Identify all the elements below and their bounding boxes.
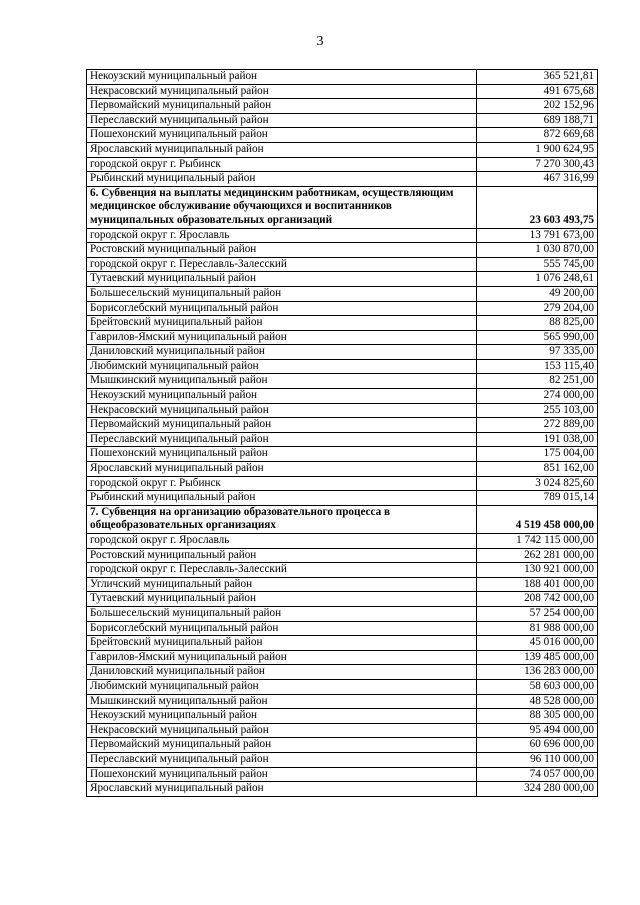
district-name: Некрасовский муниципальный район <box>87 403 477 418</box>
district-name: Пошехонский муниципальный район <box>87 447 477 462</box>
table-row <box>87 432 598 447</box>
district-name: Даниловский муниципальный район <box>87 665 477 680</box>
district-name: Ростовский муниципальный район <box>87 243 477 258</box>
district-name: Ярославский муниципальный район <box>87 142 477 157</box>
district-name: Борисоглебский муниципальный район <box>87 621 477 636</box>
district-name: Большесельский муниципальный район <box>87 286 477 301</box>
amount-value: 13 791 673,00 <box>477 228 598 243</box>
amount-value: 274 000,00 <box>477 389 598 404</box>
table-row <box>87 534 598 549</box>
amount-value: 1 030 870,00 <box>477 243 598 258</box>
amount-value: 96 110 000,00 <box>477 752 598 767</box>
amount-value: 191 038,00 <box>477 432 598 447</box>
district-name: Некрасовский муниципальный район <box>87 723 477 738</box>
table-row <box>87 694 598 709</box>
amount-value: 95 494 000,00 <box>477 723 598 738</box>
amount-value: 1 900 624,95 <box>477 142 598 157</box>
district-name: Большесельский муниципальный район <box>87 606 477 621</box>
district-name: Некоузский муниципальный район <box>87 389 477 404</box>
table-row <box>87 782 598 797</box>
district-name: Брейтовский муниципальный район <box>87 316 477 331</box>
table-row <box>87 272 598 287</box>
section-heading-row <box>87 186 598 228</box>
table-row <box>87 157 598 172</box>
district-name: городской округ г. Переславль-Залесский <box>87 563 477 578</box>
table-row <box>87 548 598 563</box>
district-name: Любимский муниципальный район <box>87 679 477 694</box>
district-name: городской округ г. Рыбинск <box>87 157 477 172</box>
district-name: Ярославский муниципальный район <box>87 462 477 477</box>
table-row <box>87 592 598 607</box>
subvention-table <box>86 69 598 797</box>
table-row <box>87 301 598 316</box>
table-row <box>87 316 598 331</box>
amount-value: 57 254 000,00 <box>477 606 598 621</box>
table-row <box>87 113 598 128</box>
amount-value: 208 742 000,00 <box>477 592 598 607</box>
amount-value: 1 076 248,61 <box>477 272 598 287</box>
page-number: 3 <box>316 34 324 49</box>
table-row <box>87 679 598 694</box>
district-name: Мышкинский муниципальный район <box>87 694 477 709</box>
district-name: Первомайский муниципальный район <box>87 99 477 114</box>
amount-value: 789 015,14 <box>477 491 598 506</box>
table-row <box>87 286 598 301</box>
amount-value: 88 305 000,00 <box>477 709 598 724</box>
district-name: Ростовский муниципальный район <box>87 548 477 563</box>
amount-value: 88 825,00 <box>477 316 598 331</box>
amount-value: 82 251,00 <box>477 374 598 389</box>
table-row <box>87 359 598 374</box>
table-row <box>87 767 598 782</box>
table-row <box>87 723 598 738</box>
amount-value: 491 675,68 <box>477 84 598 99</box>
table-row <box>87 389 598 404</box>
section-total: 4 519 458 000,00 <box>477 505 598 533</box>
district-name: городской округ г. Переславль-Залесский <box>87 257 477 272</box>
amount-value: 279 204,00 <box>477 301 598 316</box>
amount-value: 851 162,00 <box>477 462 598 477</box>
district-name: Любимский муниципальный район <box>87 359 477 374</box>
amount-value: 272 889,00 <box>477 418 598 433</box>
section-title: 7. Субвенция на организацию образовательного процесса в общеобразовательных организациях <box>87 505 477 533</box>
district-name: Некоузский муниципальный район <box>87 70 477 85</box>
district-name: Некрасовский муниципальный район <box>87 84 477 99</box>
table-row <box>87 172 598 187</box>
district-name: Мышкинский муниципальный район <box>87 374 477 389</box>
district-name: Пошехонский муниципальный район <box>87 767 477 782</box>
amount-value: 60 696 000,00 <box>477 738 598 753</box>
section-total: 23 603 493,75 <box>477 186 598 228</box>
table-row <box>87 476 598 491</box>
district-name: Рыбинский муниципальный район <box>87 172 477 187</box>
amount-value: 689 188,71 <box>477 113 598 128</box>
amount-value: 136 283 000,00 <box>477 665 598 680</box>
amount-value: 188 401 000,00 <box>477 577 598 592</box>
district-name: городской округ г. Ярославль <box>87 228 477 243</box>
table-row <box>87 462 598 477</box>
district-name: Пошехонский муниципальный район <box>87 128 477 143</box>
amount-value: 3 024 825,60 <box>477 476 598 491</box>
table-row <box>87 418 598 433</box>
table-row <box>87 128 598 143</box>
table-row <box>87 621 598 636</box>
amount-value: 81 988 000,00 <box>477 621 598 636</box>
table-row <box>87 345 598 360</box>
table-row <box>87 374 598 389</box>
district-name: Брейтовский муниципальный район <box>87 636 477 651</box>
amount-value: 7 270 300,43 <box>477 157 598 172</box>
amount-value: 74 057 000,00 <box>477 767 598 782</box>
district-name: Первомайский муниципальный район <box>87 418 477 433</box>
district-name: Тутаевский муниципальный район <box>87 272 477 287</box>
table-row <box>87 752 598 767</box>
district-name: Тутаевский муниципальный район <box>87 592 477 607</box>
district-name: Борисоглебский муниципальный район <box>87 301 477 316</box>
amount-value: 45 016 000,00 <box>477 636 598 651</box>
district-name: Переславский муниципальный район <box>87 752 477 767</box>
table-row <box>87 330 598 345</box>
amount-value: 555 745,00 <box>477 257 598 272</box>
district-name: Гаврилов-Ямский муниципальный район <box>87 330 477 345</box>
amount-value: 202 152,96 <box>477 99 598 114</box>
district-name: Переславский муниципальный район <box>87 432 477 447</box>
table-row <box>87 99 598 114</box>
amount-value: 97 335,00 <box>477 345 598 360</box>
district-name: Ярославский муниципальный район <box>87 782 477 797</box>
amount-value: 262 281 000,00 <box>477 548 598 563</box>
amount-value: 872 669,68 <box>477 128 598 143</box>
district-name: Рыбинский муниципальный район <box>87 491 477 506</box>
table-row <box>87 243 598 258</box>
amount-value: 324 280 000,00 <box>477 782 598 797</box>
table-row <box>87 447 598 462</box>
amount-value: 58 603 000,00 <box>477 679 598 694</box>
district-name: Некоузский муниципальный район <box>87 709 477 724</box>
amount-value: 565 990,00 <box>477 330 598 345</box>
table-row <box>87 257 598 272</box>
amount-value: 130 921 000,00 <box>477 563 598 578</box>
table-row <box>87 84 598 99</box>
district-name: Гаврилов-Ямский муниципальный район <box>87 650 477 665</box>
table-row <box>87 738 598 753</box>
district-name: городской округ г. Рыбинск <box>87 476 477 491</box>
amount-value: 1 742 115 000,00 <box>477 534 598 549</box>
district-name: Угличский муниципальный район <box>87 577 477 592</box>
amount-value: 139 485 000,00 <box>477 650 598 665</box>
amount-value: 175 004,00 <box>477 447 598 462</box>
table-row <box>87 228 598 243</box>
table-row <box>87 403 598 418</box>
amount-value: 255 103,00 <box>477 403 598 418</box>
table-row <box>87 142 598 157</box>
section-title: 6. Субвенция на выплаты медицинским работникам, осуществляющим медицинское обслуживание обучающихся и воспитанников муниципальных образовательных организаций <box>87 186 477 228</box>
amount-value: 49 200,00 <box>477 286 598 301</box>
amount-value: 153 115,40 <box>477 359 598 374</box>
table-row <box>87 606 598 621</box>
district-name: Переславский муниципальный район <box>87 113 477 128</box>
table-row <box>87 650 598 665</box>
district-name: Первомайский муниципальный район <box>87 738 477 753</box>
table-row <box>87 577 598 592</box>
table-row <box>87 70 598 85</box>
district-name: городской округ г. Ярославль <box>87 534 477 549</box>
district-name: Даниловский муниципальный район <box>87 345 477 360</box>
table-row <box>87 636 598 651</box>
amount-value: 365 521,81 <box>477 70 598 85</box>
table-body <box>87 70 598 797</box>
table-row <box>87 709 598 724</box>
section-heading-row <box>87 505 598 533</box>
table-row <box>87 665 598 680</box>
amount-value: 48 528 000,00 <box>477 694 598 709</box>
table-row <box>87 491 598 506</box>
amount-value: 467 316,99 <box>477 172 598 187</box>
table-row <box>87 563 598 578</box>
